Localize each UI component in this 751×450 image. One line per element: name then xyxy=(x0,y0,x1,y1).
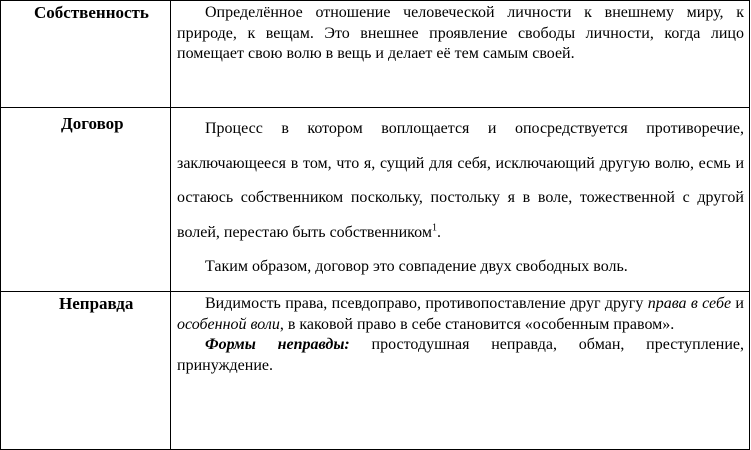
italic-term: права в себе xyxy=(647,295,732,312)
definition-paragraph xyxy=(177,294,744,335)
paragraph-text: Видимость права, псевдоправо, противопоставление друг другу xyxy=(205,295,648,312)
table-row xyxy=(1,292,750,450)
term-cell xyxy=(1,108,171,292)
term-label: Неправда xyxy=(59,294,134,313)
definition-cell xyxy=(171,1,750,108)
paragraph-text: и xyxy=(731,295,744,312)
table-row xyxy=(1,108,750,292)
footnote-marker: 1 xyxy=(431,222,437,234)
forms-label: Формы неправды: xyxy=(205,336,350,353)
definition-paragraph: Определённое отношение человеческой личности к внешнему миру, к природе, к вещам. Это внешнее проявление свободы личности, когда лицо помещает свою волю в вещь и делает её тем самым своей. xyxy=(177,4,744,62)
term-label: Договор xyxy=(61,114,124,133)
paragraph-text: Процесс в котором воплощается и опосредствуется противоречие, заключающееся в том, что я, сущий для себя, исключающий другую волю, есмь и остаюсь собственником поскольку, постольку я в воле, тожественной с другой волей, перестаю быть собственником xyxy=(177,120,744,241)
definition-cell xyxy=(171,292,750,450)
table-row xyxy=(1,1,750,108)
term-cell xyxy=(1,1,171,108)
italic-term: особенной воли xyxy=(177,315,280,333)
definition-text xyxy=(171,1,749,65)
definition-text xyxy=(171,292,749,376)
paragraph-text: простодушная неправда, обман, преступление, принуждение. xyxy=(177,336,745,374)
definition-paragraph: Таким образом, договор это совпадение двух свободных воль. xyxy=(205,258,628,275)
definition-paragraph xyxy=(177,112,744,250)
definition-text xyxy=(171,108,749,285)
paragraph-end-punctuation: . xyxy=(436,223,441,241)
definition-paragraph xyxy=(177,335,744,376)
paragraph-text: , в каковой право в себе становится «особенным правом». xyxy=(279,315,675,333)
term-label: Собственность xyxy=(34,3,149,22)
definition-cell xyxy=(171,108,750,292)
term-cell xyxy=(1,292,171,450)
